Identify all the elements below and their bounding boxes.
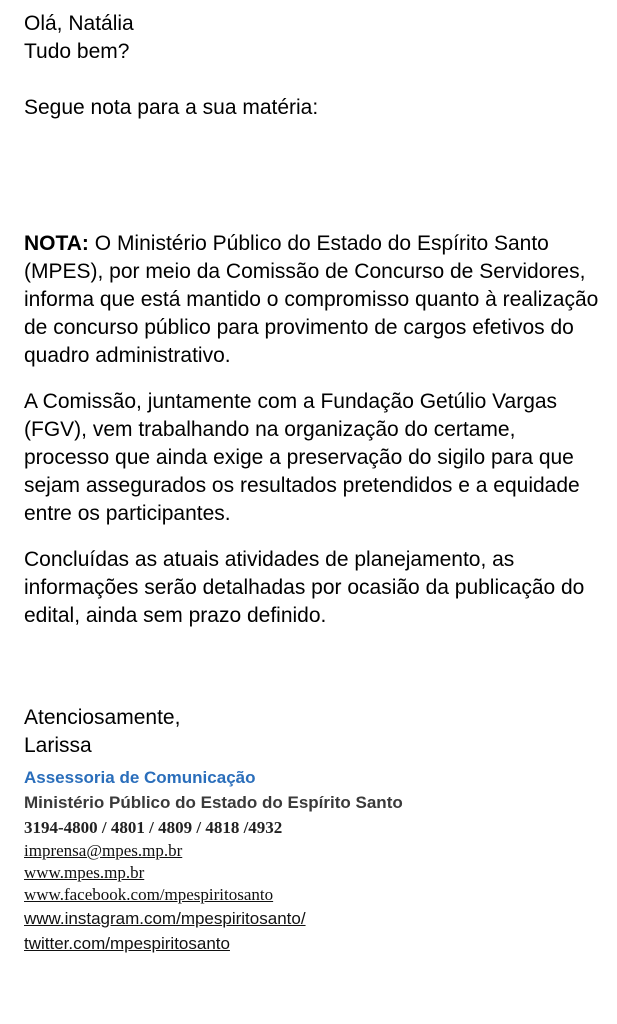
phone-numbers: 3194-4800 / 4801 / 4809 / 4818 /4932 — [24, 818, 283, 837]
note-paragraph-1-text: O Ministério Público do Estado do Espírito Santo (MPES), por meio da Comissão de Concurso de Servidores, informa que está mantido o compromisso quanto à realização de concurso público para provimento de cargos efetivos do quadro administrativo. — [24, 232, 599, 367]
facebook-link[interactable]: www.facebook.com/mpespiritosanto — [24, 885, 274, 904]
intro-text: Segue nota para a sua matéria: — [24, 96, 319, 119]
note-label: NOTA: — [24, 232, 89, 255]
email-link[interactable]: imprensa@mpes.mp.br — [24, 841, 183, 860]
website-link[interactable]: www.mpes.mp.br — [24, 863, 145, 882]
note-paragraph-1 — [24, 230, 604, 370]
twitter-link[interactable]: twitter.com/mpespiritosanto — [24, 934, 230, 953]
greeting-line: Olá, Natália — [24, 12, 134, 35]
instagram-link[interactable]: www.instagram.com/mpespiritosanto/ — [24, 909, 306, 928]
organization-name: Ministério Público do Estado do Espírito Santo — [24, 793, 403, 812]
note-paragraph-2: A Comissão, juntamente com a Fundação Getúlio Vargas (FGV), vem trabalhando na organização do certame, processo que ainda exige a preservação do sigilo para que sejam assegurados os resultados pretendidos e a equidade entre os participantes. — [24, 390, 580, 525]
department-name: Assessoria de Comunicação — [24, 768, 256, 787]
greeting-question: Tudo bem? — [24, 40, 130, 63]
note-paragraph-3: Concluídas as atuais atividades de planejamento, as informações serão detalhadas por ocasião da publicação do edital, ainda sem prazo definido. — [24, 548, 585, 627]
sender-name: Larissa — [24, 734, 92, 757]
closing-text: Atenciosamente, — [24, 706, 181, 729]
email-body — [24, 10, 604, 956]
